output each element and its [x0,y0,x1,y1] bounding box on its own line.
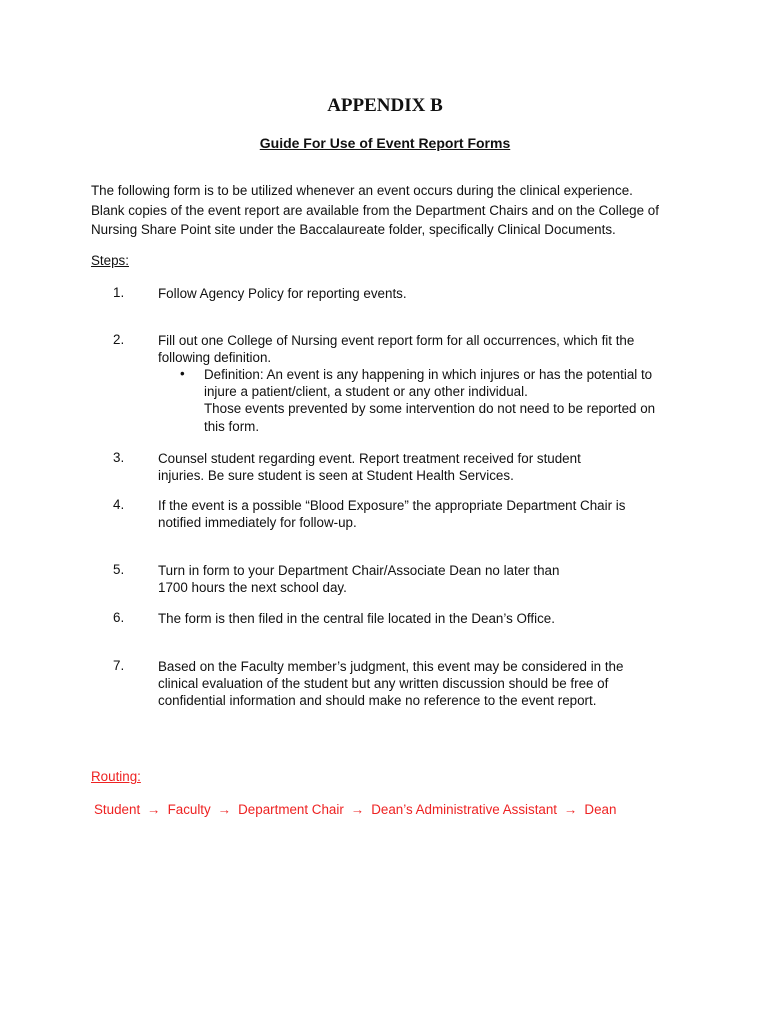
step-text [158,497,625,531]
step-line: Based on the Faculty member’s judgment, this event may be considered in the [158,659,624,674]
step-line: following definition. [158,350,272,365]
step-number: 7. [113,658,125,673]
arrow-right-icon: → [350,802,365,817]
step-line: clinical evaluation of the student but any written discussion should be free of [158,676,609,691]
page-title: APPENDIX B [327,95,443,116]
routing-heading: Routing: [91,769,141,784]
step-line: Counsel student regarding event. Report treatment received for student [158,451,581,466]
step-text [158,285,407,302]
step-line: 1700 hours the next school day. [158,580,347,595]
arrow-right-icon: → [147,802,161,817]
steps-heading: Steps: [91,253,129,268]
routing-path [94,802,616,817]
route-step: Department Chair [238,802,344,817]
definition-line: this form. [204,419,260,434]
step-line: If the event is a possible “Blood Exposure” the appropriate Department Chair is [158,498,626,513]
definition-line: injure a patient/client, a student or any other individual. [204,384,528,399]
step-text [158,658,623,709]
step-number: 2. [113,332,125,347]
step-text [158,450,581,484]
step-line: confidential information and should make no reference to the event report. [158,693,597,708]
step-number: 3. [113,450,125,465]
bullet-icon: • [180,366,185,381]
intro-paragraph [91,181,659,240]
step-number: 6. [113,610,125,625]
intro-line: The following form is to be utilized whenever an event occurs during the clinical experience. [91,183,633,198]
page-subtitle: Guide For Use of Event Report Forms [259,135,511,151]
step-line: notified immediately for follow-up. [158,515,357,530]
definition-line: Definition: An event is any happening in which injures or has the potential to [204,367,653,382]
step-line: injuries. Be sure student is seen at Student Health Services. [158,468,514,483]
intro-line: Nursing Share Point site under the Baccalaureate folder, specifically Clinical Documents. [91,222,616,237]
definition-line: Those events prevented by some intervention do not need to be reported on [204,401,656,416]
step-text [158,610,555,627]
route-step: Dean’s Administrative Assistant [371,802,558,817]
arrow-right-icon: → [217,802,232,817]
step-number: 1. [113,285,125,300]
route-step: Dean [584,802,617,817]
intro-line: Blank copies of the event report are available from the Department Chairs and on the College of [91,202,659,218]
step-line: Follow Agency Policy for reporting events. [158,286,407,301]
route-step: Faculty [167,802,211,817]
step-text [158,562,559,596]
step-text [158,332,634,366]
step-line: The form is then filed in the central file located in the Dean’s Office. [158,611,555,626]
step-line: Turn in form to your Department Chair/Associate Dean no later than [158,563,560,578]
definition-text [204,366,655,435]
step-number: 4. [113,497,125,512]
step-number: 5. [113,562,125,577]
step-line: Fill out one College of Nursing event report form for all occurrences, which fit the [158,333,635,348]
route-step: Student [94,802,141,817]
arrow-right-icon: → [564,802,578,817]
